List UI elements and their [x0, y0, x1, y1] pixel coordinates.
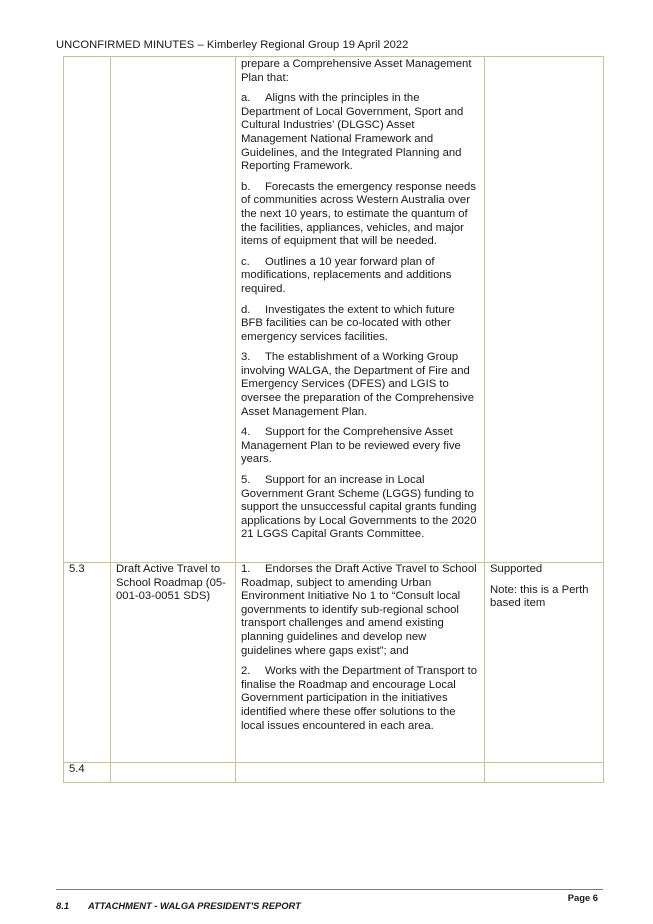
resolution-cell — [236, 57, 485, 563]
resolution-paragraph: c. Outlines a 10 year forward plan of modifications, replacements and additions required. — [241, 255, 452, 295]
resolution-paragraph: d. Investigates the extent to which future BFB facilities can be co-located with other emergency services facilities. — [241, 303, 455, 343]
paragraph-number: b. — [241, 180, 251, 193]
item-title-cell: Draft Active Travel to School Roadmap (05-001-03-0051 SDS) — [111, 563, 236, 763]
footer-attachment-title: ATTACHMENT - WALGA PRESIDENT'S REPORT — [88, 900, 301, 911]
outcome-note: Note: this is a Perth based item — [490, 583, 589, 610]
paragraph-number: 1. — [241, 563, 251, 575]
resolution-paragraph: b. Forecasts the emergency response needs of communities across Western Australia over the next 10 years, to estimate the quantum of the facilities, appliances, vehicles, and major items of equipment that will be needed. — [241, 180, 476, 248]
outcome-cell — [485, 563, 604, 763]
item-number-cell: 5.3 — [64, 563, 111, 763]
resolution-paragraph: 2. Works with the Department of Transport to finalise the Roadmap and encourage Local Government participation in the initiatives identified where these offer solutions to the local issues encountered in each area. — [241, 665, 478, 732]
resolution-paragraph: 1. Endorses the Draft Active Travel to School Roadmap, subject to amending Urban Environment Initiative No 1 to “Consult local governments to identify sub-regional school transport challenges and amend existing planning guidelines and develop new guidelines where gaps exist”; and — [241, 563, 477, 657]
item-title-cell — [111, 763, 236, 783]
paragraph-number: a. — [241, 92, 251, 105]
paragraph-number: 4. — [241, 426, 251, 439]
outcome-status: Supported — [490, 563, 543, 575]
item-title-cell — [111, 57, 236, 563]
item-number-cell: 5.4 — [64, 763, 111, 783]
page-number: Page 6 — [567, 892, 598, 903]
table-row — [64, 57, 604, 563]
table-row — [64, 563, 604, 763]
resolution-paragraph: 4. Support for the Comprehensive Asset Management Plan to be reviewed every five years. — [241, 426, 461, 466]
minutes-table — [63, 56, 604, 783]
paragraph-number: 2. — [241, 665, 251, 678]
paragraph-number: 5. — [241, 474, 251, 487]
footer-divider — [56, 889, 603, 890]
footer-attachment-label — [56, 900, 301, 911]
footer-section-number: 8.1 — [56, 900, 70, 911]
resolution-paragraph: prepare a Comprehensive Asset Management Plan that: — [241, 58, 472, 84]
resolution-paragraph: 5. Support for an increase in Local Government Grant Scheme (LGGS) funding to support the unsuccessful capital grants funding applications by Local Governments to the 2020 21 LGGS Capital Grants Committee. — [241, 474, 477, 541]
resolution-paragraph: a. Aligns with the principles in the Department of Local Government, Sport and Cultural Industries’ (DLGSC) Asset Management National Framework and Guidelines, and the Integrated Planning and Reporting Framework. — [241, 92, 464, 173]
paragraph-number: d. — [241, 303, 251, 316]
table-row — [64, 763, 604, 783]
paragraph-number: 3. — [241, 351, 251, 364]
resolution-paragraph: 3. The establishment of a Working Group involving WALGA, the Department of Fire and Emergency Services (DFES) and LGIS to oversee the preparation of the Comprehensive Asset Management Plan. — [241, 351, 474, 418]
resolution-cell — [236, 763, 485, 783]
outcome-cell — [485, 57, 604, 563]
outcome-cell — [485, 763, 604, 783]
resolution-cell — [236, 563, 485, 763]
paragraph-number: c. — [241, 255, 250, 268]
page-header: UNCONFIRMED MINUTES – Kimberley Regional Group 19 April 2022 — [56, 39, 409, 51]
item-number-cell — [64, 57, 111, 563]
